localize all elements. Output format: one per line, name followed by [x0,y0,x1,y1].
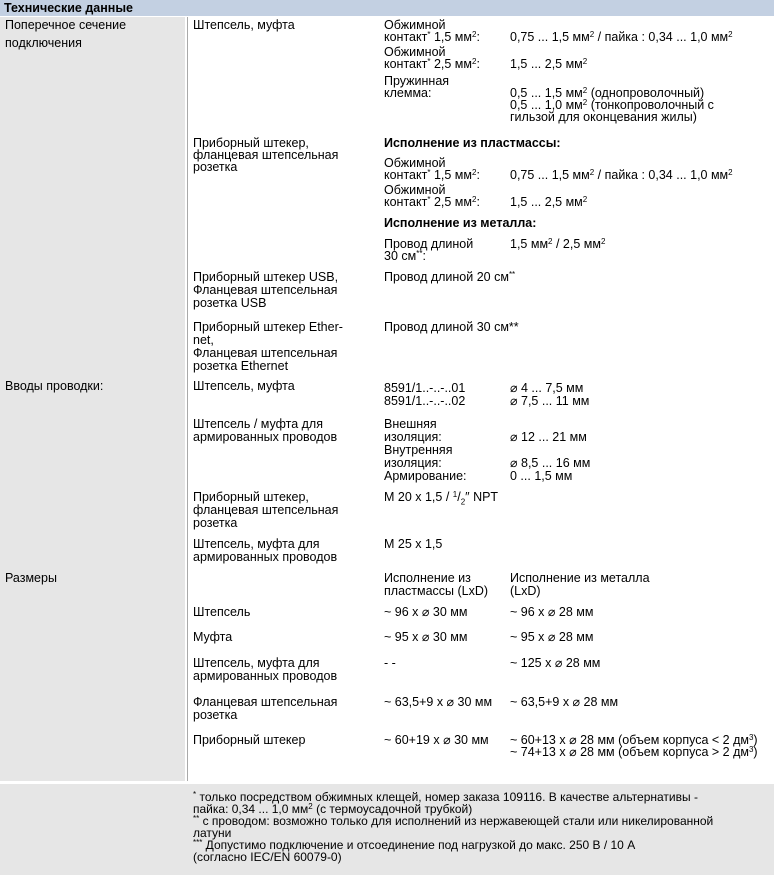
dim-row-armored: Штепсель, муфта для [193,656,320,670]
ethernet-label-2: net, [193,333,214,347]
entry-plug-label: Штепсель, муфта [193,379,295,393]
entry-armored2-value: M 25 x 1,5 [384,537,443,551]
crimp-a-label-2: контакт* 1,5 $мм^2$: [384,30,480,44]
spring-value-1: 0,5 ... 1,5 $мм^2$ (однопроволочный) [510,86,705,100]
footnote-1: * только посредством обжимных клещей, номер заказа 109116. В качестве альтернативы - [193,790,698,804]
crimp-a-value: 0,75 ... 1,5 $мм^2$ / пайка : 0,34 ... 1,0 $мм^2$ [510,30,733,44]
col-metal-header: Исполнение из металла [510,571,650,585]
section-title: Технические данные [4,1,133,15]
dim-row-flange-metal: ~ 63,5+9 x ⌀ 28 мм [510,695,619,709]
dim-row-device-metal-1: ~ 60+13 x ⌀ 28 мм (объем корпуса < 2 $дм^3$) [510,733,758,747]
dim-row-device-metal-2: ~ 74+13 x ⌀ 28 мм (объем корпуса > 2 $дм^3$) [510,745,758,759]
footnote-2: ** с проводом: возможно только для исполнений из нержавеющей стали или никелированной [193,814,714,828]
outer-insulation-label: Внешняя [384,417,437,431]
col-plastic-header: Исполнение из [384,571,471,585]
crimp-b-label: Обжимной [384,45,446,59]
device-plug-label: Приборный штекер, [193,136,309,150]
entry-armored2-label-2: армированных проводов [193,550,338,564]
usb-label-3: розетка USB [193,296,267,310]
spring-label-2: клемма: [384,86,432,100]
plastic-crimp-a-value: 0,75 ... 1,5 $мм^2$ / пайка : 0,34 ... 1,0 $мм^2$ [510,168,733,182]
wire-value: 1,5 $мм^2 / 2,5$ $мм^2$ [510,237,606,251]
entry-code-2-value: ⌀ 7,5 ... 11 мм [510,394,590,408]
usb-label-2: Фланцевая штепсельная [193,283,338,297]
label-column [0,17,185,781]
ethernet-label-4: розетка Ethernet [193,359,289,373]
plastic-crimp-b-label-2: контакт* 2,5 $мм^2$: [384,195,480,209]
dim-row-flange-plastic: ~ 63,5+9 x ⌀ 30 мм [384,695,493,709]
dim-row-coupling: Муфта [193,630,233,644]
dim-row-armored-metal: ~ 125 x ⌀ 28 мм [510,656,601,670]
entry-armored2-label: Штепсель, муфта для [193,537,320,551]
usb-label: Приборный штекер USB, [193,270,339,284]
col-metal-header-2: (LxD) [510,584,541,598]
crimp-b-label-2: контакт* 2,5 $мм^2$: [384,57,480,71]
inner-insulation-label-2: изоляция: [384,456,442,470]
entry-device-value: M 20 x $1,5 / ^1/_2''$ NPT [384,490,499,507]
footnote-3-line-2: (согласно IEC/EN 60079-0) [193,850,342,864]
entry-code-1-value: ⌀ 4 ... 7,5 мм [510,381,584,395]
dim-row-plug-plastic: ~ 96 x ⌀ 30 мм [384,605,468,619]
dim-row-coupling-plastic: ~ 95 x ⌀ 30 мм [384,630,468,644]
outer-insulation-value: ⌀ 12 ... 21 мм [510,430,587,444]
footnote-2-line-2: латуни [193,826,232,840]
crimp-b-value: 1,5 ... 2,5 $мм^2$ [510,57,588,71]
wire-label: Провод длиной [384,237,474,251]
spring-value-2: 0,5 ... 1,0 $мм^2$ (тонкопроволочный с [510,98,714,112]
plastic-heading: Исполнение из пластмассы: [384,136,561,150]
dim-row-device-plastic: ~ 60+19 x ⌀ 30 мм [384,733,489,747]
entry-device-label-2: фланцевая штепсельная [193,503,339,517]
device-plug-label-3: розетка [193,160,238,174]
dim-row-armored-2: армированных проводов [193,669,338,683]
dim-row-coupling-metal: ~ 95 x ⌀ 28 мм [510,630,594,644]
plastic-crimp-a-label: Обжимной [384,156,446,170]
device-plug-label-2: фланцевая штепсельная [193,148,339,162]
wire-label-2: 30 см**: [384,249,426,263]
spring-label: Пружинная [384,74,450,88]
inner-insulation-value: ⌀ 8,5 ... 16 мм [510,456,591,470]
dim-row-flange-2: розетка [193,708,238,722]
plastic-crimp-b-label: Обжимной [384,183,446,197]
footnote-1-line-2: пайка: 0,34 ... 1,0 $мм^2$ (с термоусадочной трубкой) [193,802,473,816]
entry-device-label-3: розетка [193,516,238,530]
cross-section-label: Поперечное сечение [5,18,127,32]
entry-code-1: 8591/1..-..-..01 [384,381,466,395]
dimensions-label: Размеры [5,571,57,585]
dim-row-flange: Фланцевая штепсельная [193,695,338,709]
ethernet-label-3: Фланцевая штепсельная [193,346,338,360]
entry-device-label: Приборный штекер, [193,490,309,504]
dim-row-plug-metal: ~ 96 x ⌀ 28 мм [510,605,594,619]
entry-armored-label-2: армированных проводов [193,430,338,444]
plug-coupling-label: Штепсель, муфта [193,18,295,32]
entry-armored-label: Штепсель / муфта для [193,417,323,431]
entry-code-2: 8591/1..-..-..02 [384,394,466,408]
dim-row-device: Приборный штекер [193,733,306,747]
armor-value: 0 ... 1,5 мм [510,469,573,483]
section-header [0,0,774,16]
cable-entry-label: Вводы проводки: [5,379,104,393]
ethernet-value: Провод длиной 30 см** [384,320,519,334]
dim-row-armored-plastic: - - [384,656,396,670]
column-divider [187,17,188,781]
metal-heading: Исполнение из металла: [384,216,537,230]
cross-section-label-2: подключения [5,36,82,50]
armor-label: Армирование: [384,469,467,483]
usb-value: Провод длиной 20 см** [384,270,516,284]
dim-row-plug: Штепсель [193,605,251,619]
spring-value-3: гильзой для оконцевания жилы) [510,110,697,124]
footnote-3: *** Допустимо подключение и отсоединение под нагрузкой до макс. 250 В / 10 А [193,838,636,852]
outer-insulation-label-2: изоляция: [384,430,442,444]
col-plastic-header-2: пластмассы (LxD) [384,584,489,598]
inner-insulation-label: Внутренняя [384,443,453,457]
plastic-crimp-a-label-2: контакт* 1,5 $мм^2$: [384,168,480,182]
crimp-a-label: Обжимной [384,18,446,32]
plastic-crimp-b-value: 1,5 ... 2,5 $мм^2$ [510,195,588,209]
ethernet-label: Приборный штекер Ether- [193,320,343,334]
